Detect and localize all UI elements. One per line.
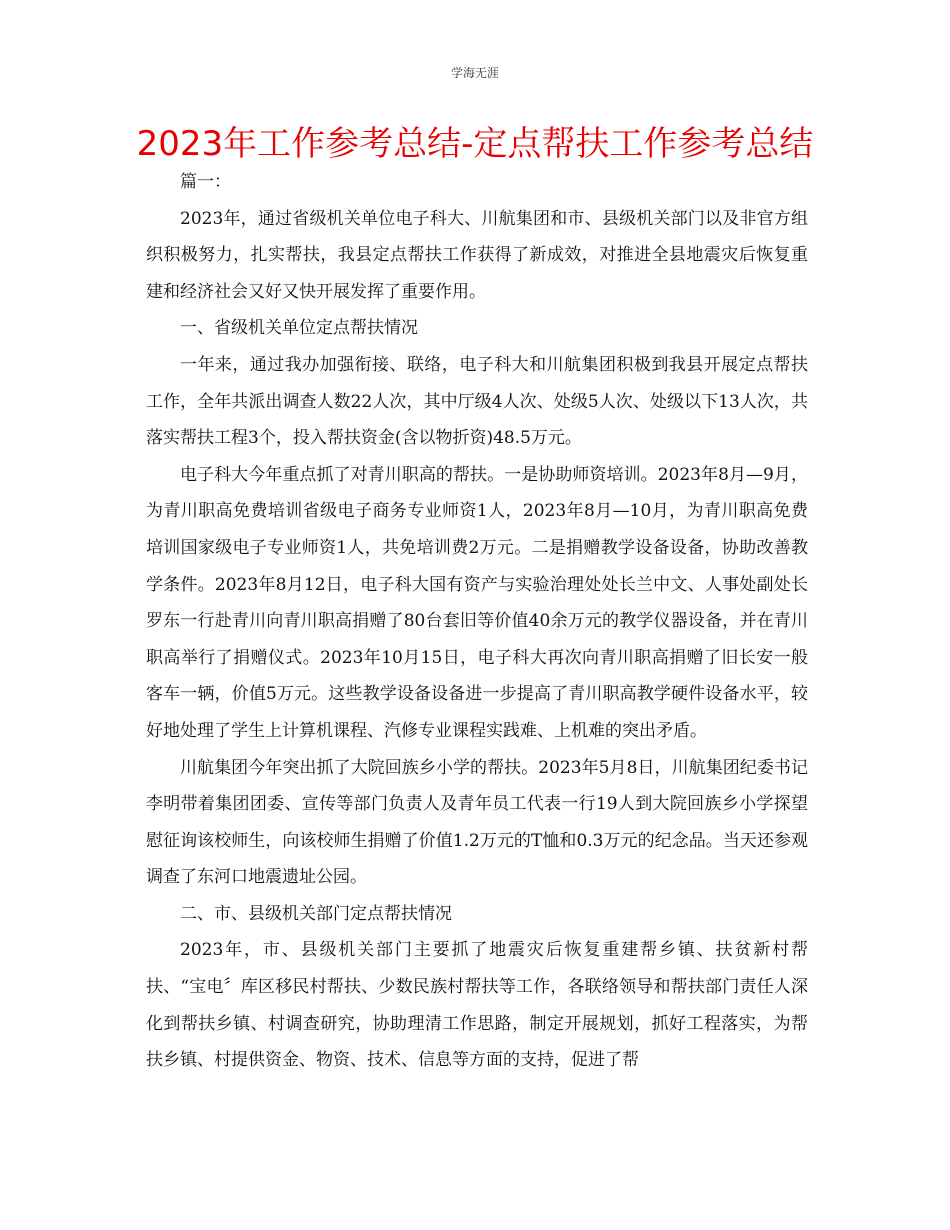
document-title: 2023年工作参考总结-定点帮扶工作参考总结 [136, 124, 814, 164]
heading-provincial: 一、省级机关单位定点帮扶情况 [180, 318, 418, 339]
heading-city-county: 二、市、县级机关部门定点帮扶情况 [180, 903, 452, 924]
paragraph-section-label: 篇一： [180, 172, 231, 192]
paragraph-provincial-overview: 一年来，通过我办加强衔接、联络，电子科大和川航集团积极到我县开展定点帮扶工作，全年共派出调查人数22人次，其中厅级4人次、处级5人次、处级以下13人次，共落实帮扶工程3个，投入帮扶资金(含以物折资)48.5万元。 [146, 354, 808, 449]
paragraph-intro: 2023年，通过省级机关单位电子科大、川航集团和市、县级机关部门以及非官方组织积极努力，扎实帮扶，我县定点帮扶工作获得了新成效，对推进全县地震灾后恢复重建和经济社会又好又快开展发挥了重要作用。 [146, 208, 808, 302]
document-body [146, 164, 808, 1079]
page-header: 学海无涯 [450, 66, 499, 80]
paragraph-city-county: 2023年，市、县级机关部门主要抓了地震灾后恢复重建帮乡镇、扶贫新村帮扶、“宝电〞库区移民村帮扶、少数民族村帮扶等工作，各联络领导和帮扶部门责任人深化到帮扶乡镇、村调查研究，协助理清工作思路，制定开展规划，抓好工程落实，为帮扶乡镇、村提供资金、物资、技术、信息等方面的支持，促进了帮 [146, 940, 808, 1071]
paragraph-uestc: 电子科大今年重点抓了对青川职高的帮扶。一是协助师资培训。2023年8月—9月，为青川职高免费培训省级电子商务专业师资1人，2023年8月—10月，为青川职高免费培训国家级电子专业师资1人，共免培训费2万元。二是捐赠教学设备设备，协助改善教学条件。2023年8月12日，电子科大国有资产与实验治理处处长兰中文、人事处副处长罗东一行赴青川向青川职高捐赠了80台套旧等价值40余万元的教学仪器设备，并在青川职高举行了捐赠仪式。2023年10月15日，电子科大再次向青川职高捐赠了旧长安一般客车一辆，价值5万元。这些教学设备设备进一步提高了青川职高教学硬件设备水平，较好地处理了学生上计算机课程、汽修专业课程实践难、上机难的突出矛盾。 [146, 464, 808, 741]
paragraph-sichuan-airlines: 川航集团今年突出抓了大院回族乡小学的帮扶。2023年5月8日，川航集团纪委书记李明带着集团团委、宣传等部门负责人及青年员工代表一行19人到大院回族乡小学探望慰征询该校师生，向该校师生捐赠了价值1.2万元的T恤和0.3万元的纪念品。当天还参观调查了东河口地震遗址公园。 [146, 757, 808, 888]
